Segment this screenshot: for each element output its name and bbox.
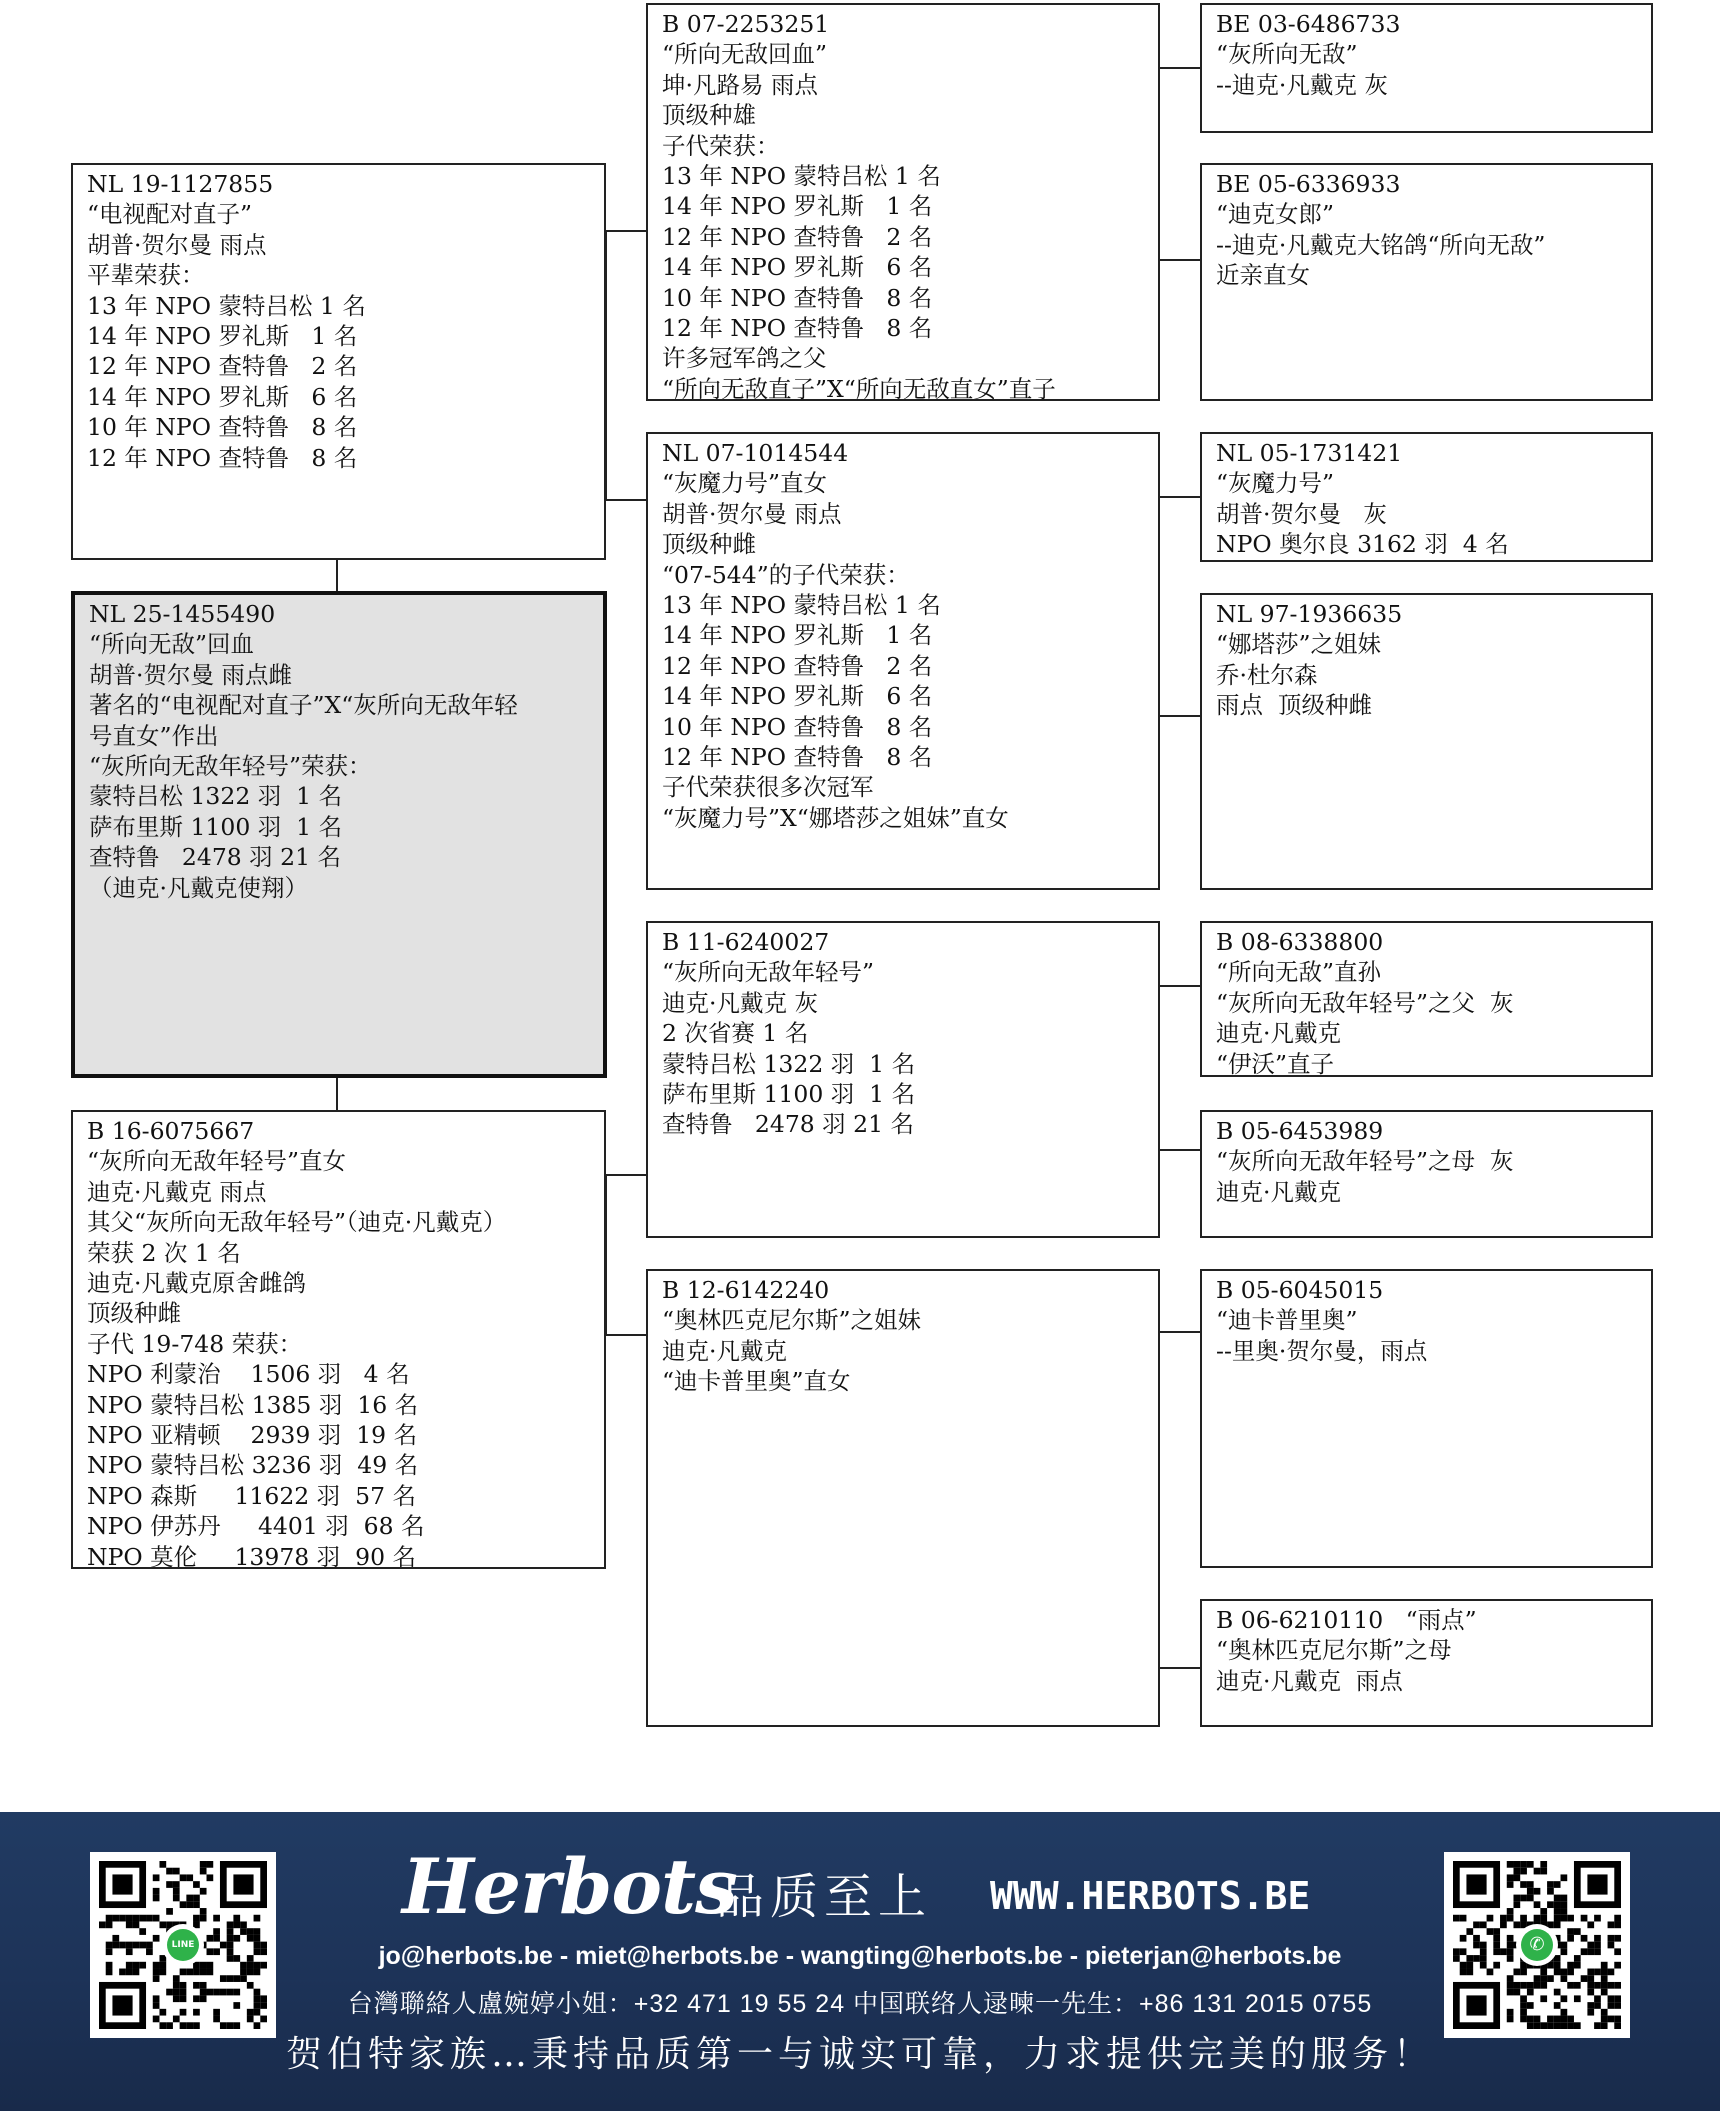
dd-sire-card	[1200, 1269, 1653, 1568]
card-line: “灰所向无敌年轻号”	[662, 958, 875, 987]
card-line: NL 19-1127855	[87, 170, 274, 198]
card-line: NL 05-1731421	[1216, 439, 1403, 467]
contact-info: 台灣聯絡人盧婉婷小姐：+32 471 19 55 24 中国联络人逯暕一先生：+86 131 2015 0755	[347, 1990, 1373, 2018]
card-line: NPO 森斯 11622 羽 57 名	[87, 1481, 416, 1510]
wechat-icon	[1516, 1924, 1558, 1966]
card-line: 近亲直女	[1216, 261, 1310, 290]
card-line: NPO 伊苏丹 4401 羽 68 名	[87, 1512, 425, 1541]
card-line: 12 年 NPO 查特鲁 2 名	[662, 651, 933, 680]
card-line: 12 年 NPO 查特鲁 2 名	[87, 352, 358, 381]
card-line: 子代 19-748 荣获：	[87, 1329, 303, 1358]
card-line: 14 年 NPO 罗礼斯 6 名	[662, 253, 933, 282]
card-line: 雨点 顶级种雌	[1216, 691, 1372, 720]
card-line: 胡普·贺尔曼 雨点雌	[89, 660, 292, 689]
card-line: “灰魔力号”X“娜塔莎之姐妹”直女	[662, 803, 1009, 832]
card-line: NL 97-1936635	[1216, 600, 1403, 628]
dam-sire-card	[646, 921, 1160, 1238]
sire-dam-card	[646, 432, 1160, 890]
brand-logo: Herbots	[402, 1842, 737, 1931]
connector-line	[1159, 1331, 1201, 1333]
card-line: 胡普·贺尔曼 灰	[1216, 499, 1387, 528]
card-line: 14 年 NPO 罗礼斯 6 名	[662, 682, 933, 711]
ds-sire-card	[1200, 921, 1653, 1077]
card-line: 迪克·凡戴克	[662, 1336, 787, 1365]
card-line: 查特鲁 2478 羽 21 名	[89, 843, 342, 872]
slogan: 品质至上	[716, 1869, 933, 1925]
card-line: BE 05-6336933	[1216, 170, 1401, 198]
card-line: “娜塔莎”之姐妹	[1216, 630, 1382, 659]
card-line: “奥林匹克尼尔斯”之姐妹	[662, 1306, 922, 1335]
card-line: “灰所向无敌年轻号”之父 灰	[1216, 988, 1514, 1017]
card-line: 14 年 NPO 罗礼斯 1 名	[662, 621, 933, 650]
card-line: B 07-2253251	[662, 10, 830, 38]
card-line: --迪克·凡戴克 灰	[1216, 70, 1388, 99]
card-line: 13 年 NPO 蒙特吕松 1 名	[87, 291, 366, 320]
card-line: B 06-6210110 “雨点”	[1216, 1606, 1477, 1634]
card-line: “电视配对直子”	[87, 200, 253, 229]
card-line: 12 年 NPO 查特鲁 8 名	[662, 314, 933, 343]
sire-card	[71, 163, 606, 560]
card-line: “所向无敌回血”	[662, 40, 828, 69]
wechat-badge: ✆	[1521, 1929, 1553, 1961]
card-line: B 05-6045015	[1216, 1276, 1384, 1304]
dd-dam-card	[1200, 1599, 1653, 1727]
card-line: 2 次省赛 1 名	[662, 1019, 809, 1048]
card-line: 迪克·凡戴克 雨点	[1216, 1666, 1403, 1695]
card-line: NPO 蒙特吕松 1385 羽 16 名	[87, 1390, 419, 1419]
card-line: 子代荣获很多次冠军	[662, 773, 874, 802]
card-line: 许多冠军鸽之父	[662, 344, 827, 373]
card-line: 查特鲁 2478 羽 21 名	[662, 1110, 915, 1139]
motto: 贺伯特家族…秉持品质第一与诚实可靠，力求提供完美的服务！	[285, 2034, 1434, 2075]
ds-dam-card	[1200, 1110, 1653, 1238]
connector-line	[336, 1077, 338, 1110]
card-line: 荣获 2 次 1 名	[87, 1238, 241, 1267]
card-line: 12 年 NPO 查特鲁 8 名	[87, 443, 358, 472]
card-line: 萨布里斯 1100 羽 1 名	[662, 1080, 916, 1109]
card-line: NPO 亚精顿 2939 羽 19 名	[87, 1421, 418, 1450]
card-line: 迪克·凡戴克 灰	[662, 988, 818, 1017]
card-line: 12 年 NPO 查特鲁 8 名	[662, 743, 933, 772]
connector-line	[1159, 67, 1201, 69]
card-line: 平辈荣获：	[87, 261, 205, 290]
card-line: 10 年 NPO 查特鲁 8 名	[662, 283, 933, 312]
connector-line	[1159, 496, 1201, 498]
card-line: B 12-6142240	[662, 1276, 830, 1304]
card-line: “迪卡普里奥”直女	[662, 1367, 851, 1396]
card-line: NPO 奥尔良 3162 羽 4 名	[1216, 530, 1509, 559]
card-line: 14 年 NPO 罗礼斯 1 名	[662, 192, 933, 221]
card-line: 迪克·凡戴克	[1216, 1019, 1341, 1048]
card-line: B 16-6075667	[87, 1117, 255, 1145]
card-line: 迪克·凡戴克原舍雌鸽	[87, 1269, 306, 1298]
dam-card	[71, 1110, 606, 1569]
card-line: 萨布里斯 1100 羽 1 名	[89, 812, 343, 841]
card-line: 迪克·凡戴克 雨点	[87, 1177, 267, 1206]
card-line: 顶级种雌	[662, 530, 756, 559]
card-line: B 08-6338800	[1216, 928, 1384, 956]
ss-sire-card	[1200, 3, 1653, 133]
card-line: 13 年 NPO 蒙特吕松 1 名	[662, 162, 941, 191]
card-line: “灰所向无敌”	[1216, 40, 1358, 69]
connector-line	[1159, 985, 1201, 987]
card-line: “灰魔力号”直女	[662, 469, 828, 498]
dam-dam-card	[646, 1269, 1160, 1727]
connector-line	[605, 1174, 647, 1176]
card-line: 胡普·贺尔曼 雨点	[87, 230, 267, 259]
qr-code-right[interactable]	[1444, 1852, 1630, 2038]
card-line: 迪克·凡戴克	[1216, 1177, 1341, 1206]
card-line: 14 年 NPO 罗礼斯 6 名	[87, 382, 358, 411]
connector-line	[1159, 259, 1201, 261]
card-line: 子代荣获：	[662, 131, 780, 160]
card-line: B 11-6240027	[662, 928, 830, 956]
card-line: NL 07-1014544	[662, 439, 849, 467]
connector-line	[1159, 1667, 1201, 1669]
footer-banner	[0, 1812, 1720, 2111]
connector-line	[1159, 715, 1201, 717]
card-line: --里奥·贺尔曼，雨点	[1216, 1336, 1428, 1365]
card-line: NL 25-1455490	[89, 600, 276, 628]
card-line: “奥林匹克尼尔斯”之母	[1216, 1636, 1452, 1665]
subject-card	[71, 591, 607, 1078]
card-line: 蒙特吕松 1322 羽 1 名	[662, 1049, 916, 1078]
card-line: 顶级种雄	[662, 101, 756, 130]
card-line: “灰魔力号”	[1216, 469, 1335, 498]
sd-dam-card	[1200, 593, 1653, 890]
card-line: （迪克·凡戴克使翔）	[89, 873, 308, 902]
card-line: “灰所向无敌年轻号”荣获：	[89, 752, 372, 781]
card-line: 10 年 NPO 查特鲁 8 名	[662, 712, 933, 741]
card-line: 14 年 NPO 罗礼斯 1 名	[87, 322, 358, 351]
card-line: 13 年 NPO 蒙特吕松 1 名	[662, 591, 941, 620]
card-line: 蒙特吕松 1322 羽 1 名	[89, 782, 343, 811]
card-line: 号直女”作出	[89, 721, 219, 750]
card-line: B 05-6453989	[1216, 1117, 1384, 1145]
connector-line	[336, 559, 338, 591]
connector-line	[1159, 1149, 1201, 1151]
card-line: “迪克女郎”	[1216, 200, 1335, 229]
card-line: BE 03-6486733	[1216, 10, 1401, 38]
connector-line	[605, 499, 647, 501]
card-line: “所向无敌”直孙	[1216, 958, 1382, 987]
sire-sire-card	[646, 3, 1160, 401]
card-line: 10 年 NPO 查特鲁 8 名	[87, 413, 358, 442]
card-line: NPO 蒙特吕松 3236 羽 49 名	[87, 1451, 419, 1480]
card-line: “灰所向无敌年轻号”之母 灰	[1216, 1147, 1514, 1176]
card-line: “伊沃”直子	[1216, 1049, 1335, 1077]
card-line: “07-544”的子代荣获：	[662, 560, 910, 589]
card-line: NPO 莫伦 13978 羽 90 名	[87, 1542, 416, 1569]
connector-line	[605, 1334, 647, 1336]
connector-line	[605, 230, 647, 232]
card-line: 胡普·贺尔曼 雨点	[662, 499, 842, 528]
website-link[interactable]: WWW.HERBOTS.BE	[990, 1874, 1311, 1918]
card-line: 其父“灰所向无敌年轻号”（迪克·凡戴克）	[87, 1208, 507, 1237]
ss-dam-card	[1200, 163, 1653, 401]
line-badge: LINE	[167, 1929, 199, 1961]
card-line: NPO 利蒙治 1506 羽 4 名	[87, 1360, 410, 1389]
sd-sire-card	[1200, 432, 1653, 562]
card-line: “所向无敌”回血	[89, 630, 255, 659]
card-line: 12 年 NPO 查特鲁 2 名	[662, 222, 933, 251]
card-line: 乔·杜尔森	[1216, 660, 1318, 689]
card-line: “灰所向无敌年轻号”直女	[87, 1147, 347, 1176]
card-line: 坤·凡路易 雨点	[662, 70, 818, 99]
card-line: --迪克·凡戴克大铭鸽“所向无敌”	[1216, 230, 1546, 259]
email-list[interactable]: jo@herbots.be - miet@herbots.be - wangting@herbots.be - pieterjan@herbots.be	[378, 1942, 1342, 1970]
card-line: 著名的“电视配对直子”X“灰所向无敌年轻	[89, 691, 518, 720]
card-line: “迪卡普里奥”	[1216, 1306, 1358, 1335]
card-line: “所向无敌直子”X“所向无敌直女”直子	[662, 374, 1056, 401]
card-line: 顶级种雌	[87, 1299, 181, 1328]
